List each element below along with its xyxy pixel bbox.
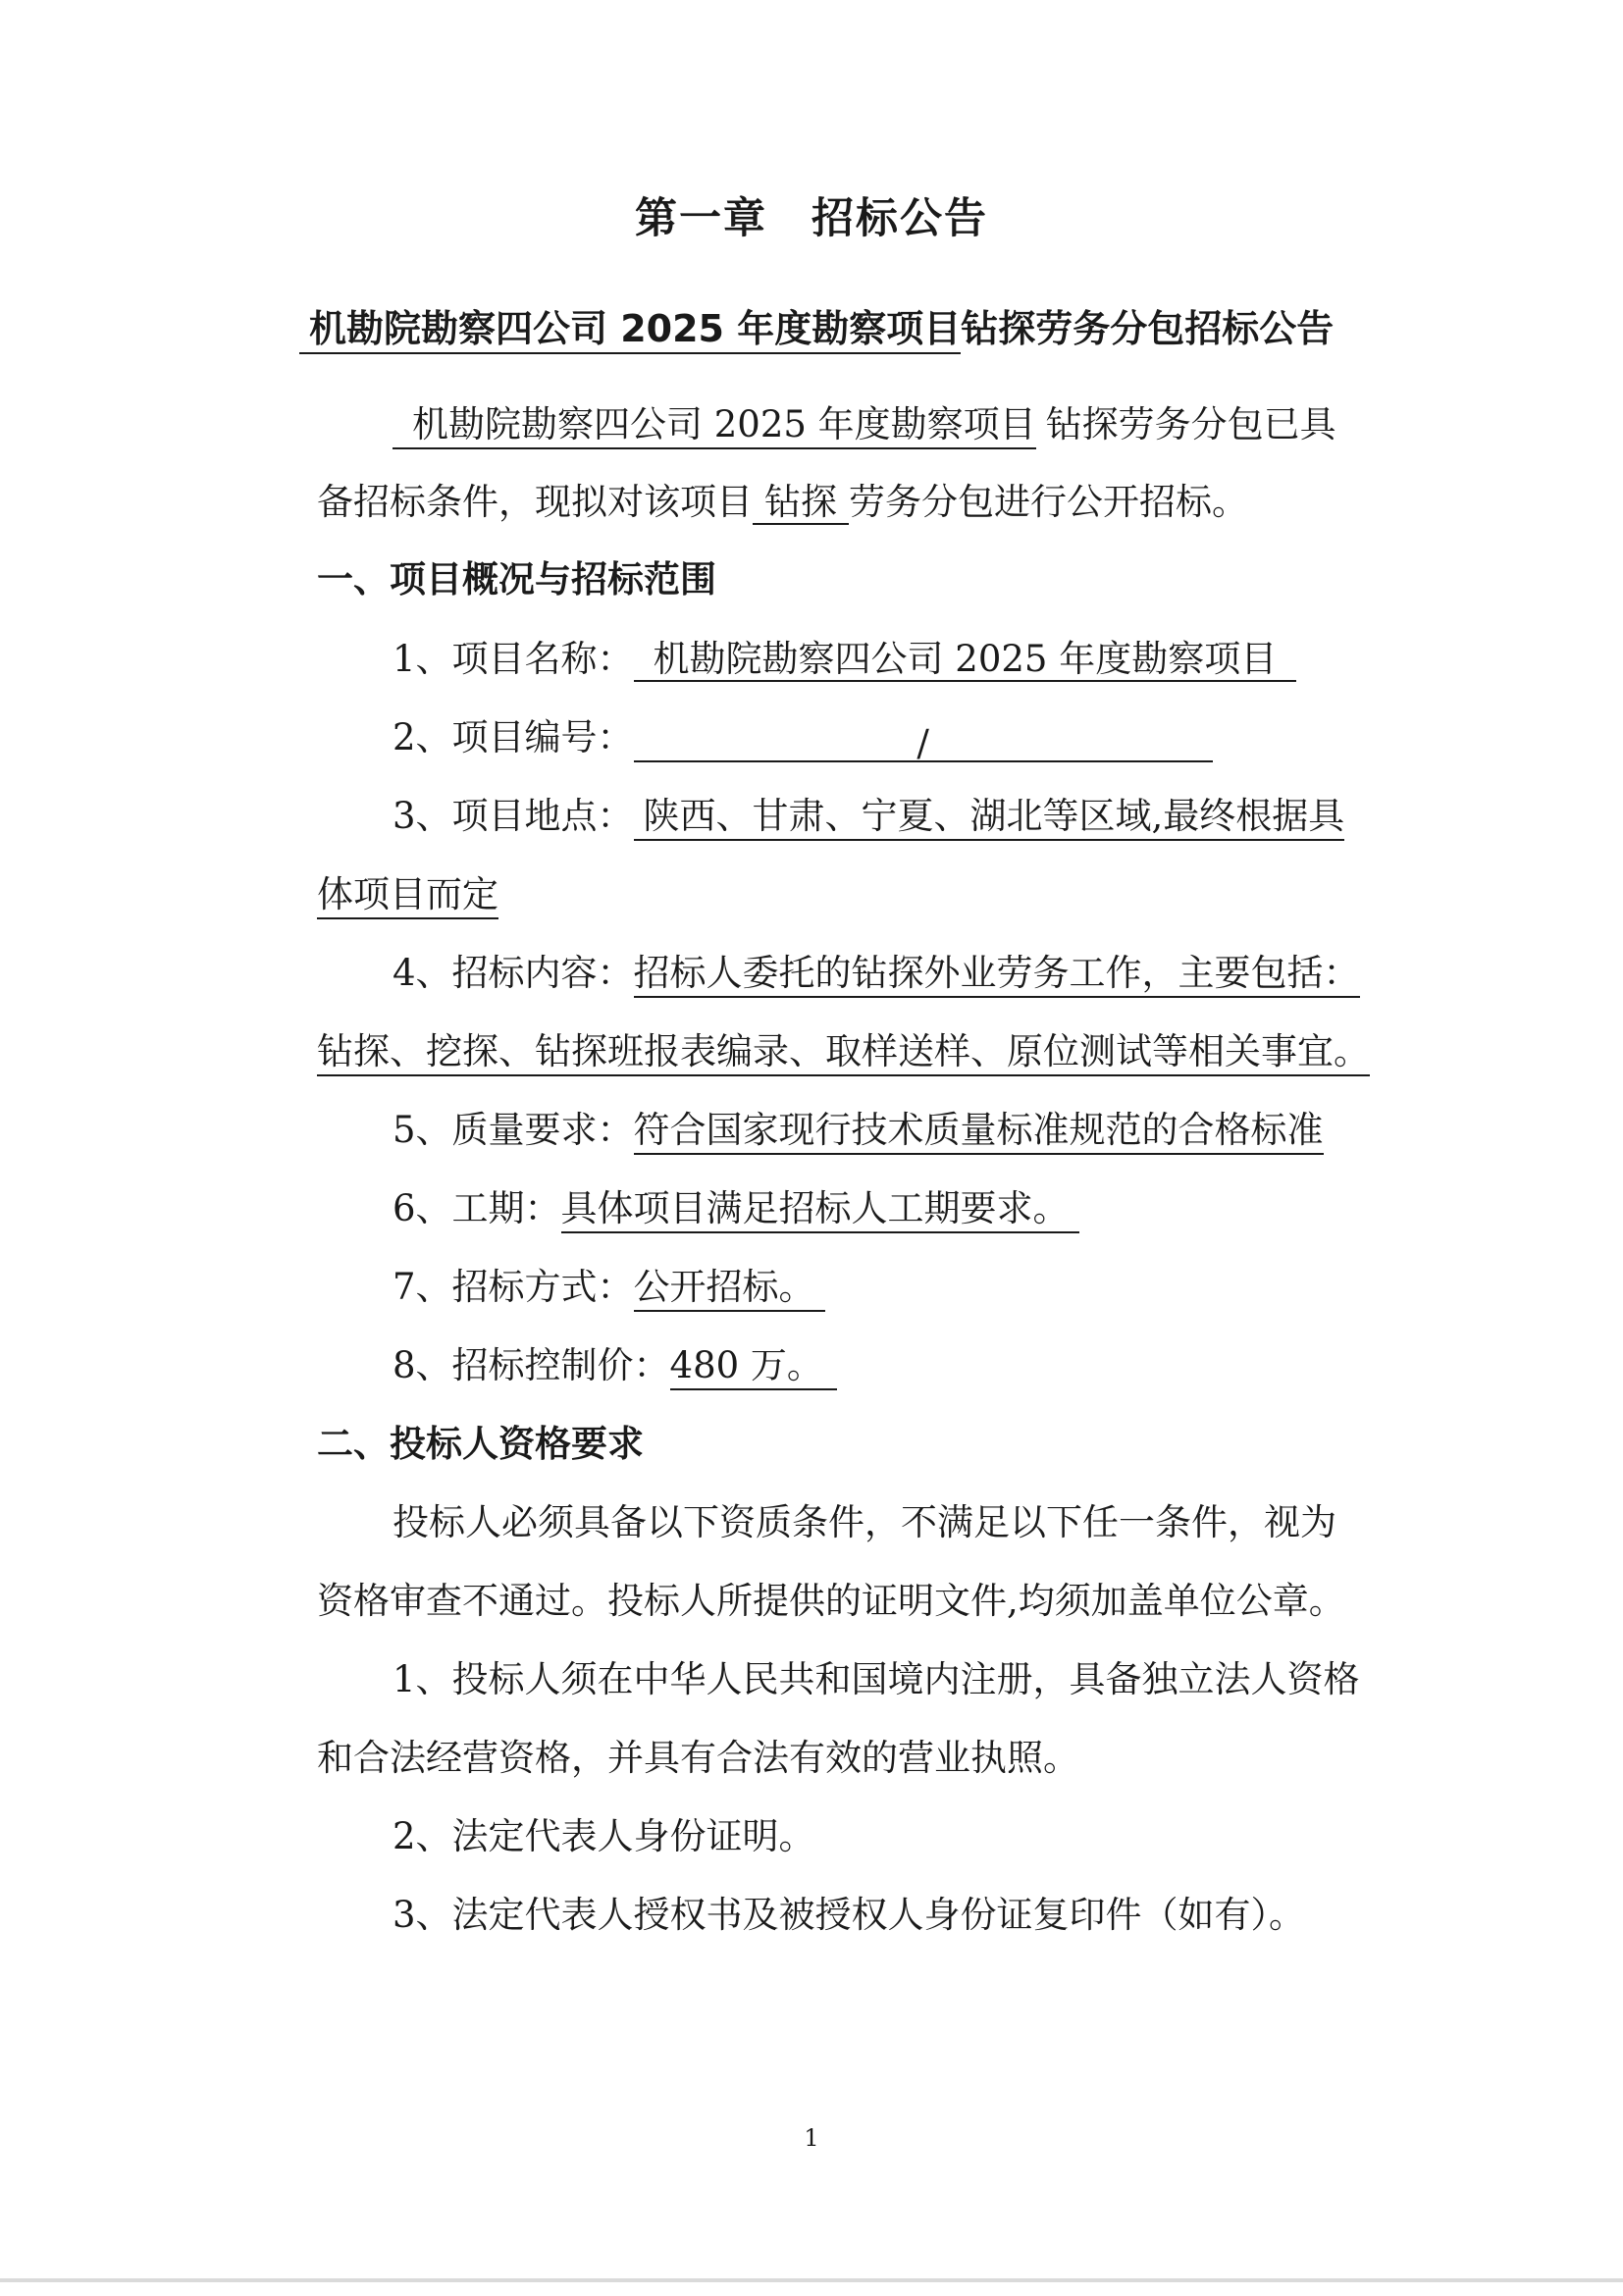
item-project-location-cont: 体项目而定 bbox=[317, 870, 498, 919]
requirement-1-line2: 和合法经营资格，并具有合法有效的营业执照。 bbox=[317, 1737, 1079, 1779]
item-tender-content-cont: 钻探、挖探、钻探班报表编录、取样送样、原位测试等相关事宜。 bbox=[317, 1027, 1370, 1076]
item-quality: 5、质量要求：符合国家现行技术质量标准规范的合格标准 bbox=[393, 1106, 1324, 1155]
requirement-3: 3、法定代表人授权书及被授权人身份证复印件（如有）。 bbox=[393, 1894, 1306, 1936]
item-schedule: 6、工期：具体项目满足招标人工期要求。 bbox=[393, 1184, 1079, 1233]
section2-para-line1: 投标人必须具备以下资质条件，不满足以下任一条件，视为 bbox=[393, 1501, 1336, 1543]
intro-line-1: 机勘院勘察四公司 2025 年度勘察项目 钻探劳务分包已具 bbox=[393, 400, 1336, 449]
scan-edge-divider bbox=[0, 2278, 1623, 2282]
intro-line-2: 备招标条件，现拟对该项目 钻探 劳务分包进行公开招标。 bbox=[317, 481, 1248, 523]
requirement-2: 2、法定代表人身份证明。 bbox=[393, 1815, 815, 1857]
item-tender-method: 7、招标方式：公开招标。 bbox=[393, 1263, 825, 1312]
notice-title bbox=[299, 304, 1334, 353]
notice-title-project: 机勘院勘察四公司 2025 年度勘察项目 bbox=[299, 307, 961, 354]
section1-heading: 一、项目概况与招标范围 bbox=[317, 558, 716, 600]
section2-para-line2: 资格审查不通过。投标人所提供的证明文件,均须加盖单位公章。 bbox=[317, 1580, 1345, 1622]
item-project-number: 2、项目编号： / bbox=[393, 713, 1213, 762]
page-number: 1 bbox=[804, 2124, 819, 2152]
intro-fill: 钻探 bbox=[753, 481, 849, 525]
item-tender-content: 4、招标内容：招标人委托的钻探外业劳务工作，主要包括： bbox=[393, 949, 1360, 998]
requirement-1-line1: 1、投标人须在中华人民共和国境内注册，具备独立法人资格 bbox=[393, 1658, 1360, 1700]
item-project-name: 1、项目名称： 机勘院勘察四公司 2025 年度勘察项目 bbox=[393, 635, 1296, 684]
intro-project: 机勘院勘察四公司 2025 年度勘察项目 bbox=[393, 403, 1036, 449]
section2-heading: 二、投标人资格要求 bbox=[317, 1423, 644, 1465]
chapter-title: 第一章 招标公告 bbox=[635, 194, 988, 243]
notice-title-rest: 钻探劳务分包招标公告 bbox=[961, 307, 1335, 350]
item-project-location: 3、项目地点： 陕西、甘肃、宁夏、湖北等区域,最终根据具 bbox=[393, 792, 1344, 841]
item-control-price: 8、招标控制价：480 万。 bbox=[393, 1341, 837, 1390]
